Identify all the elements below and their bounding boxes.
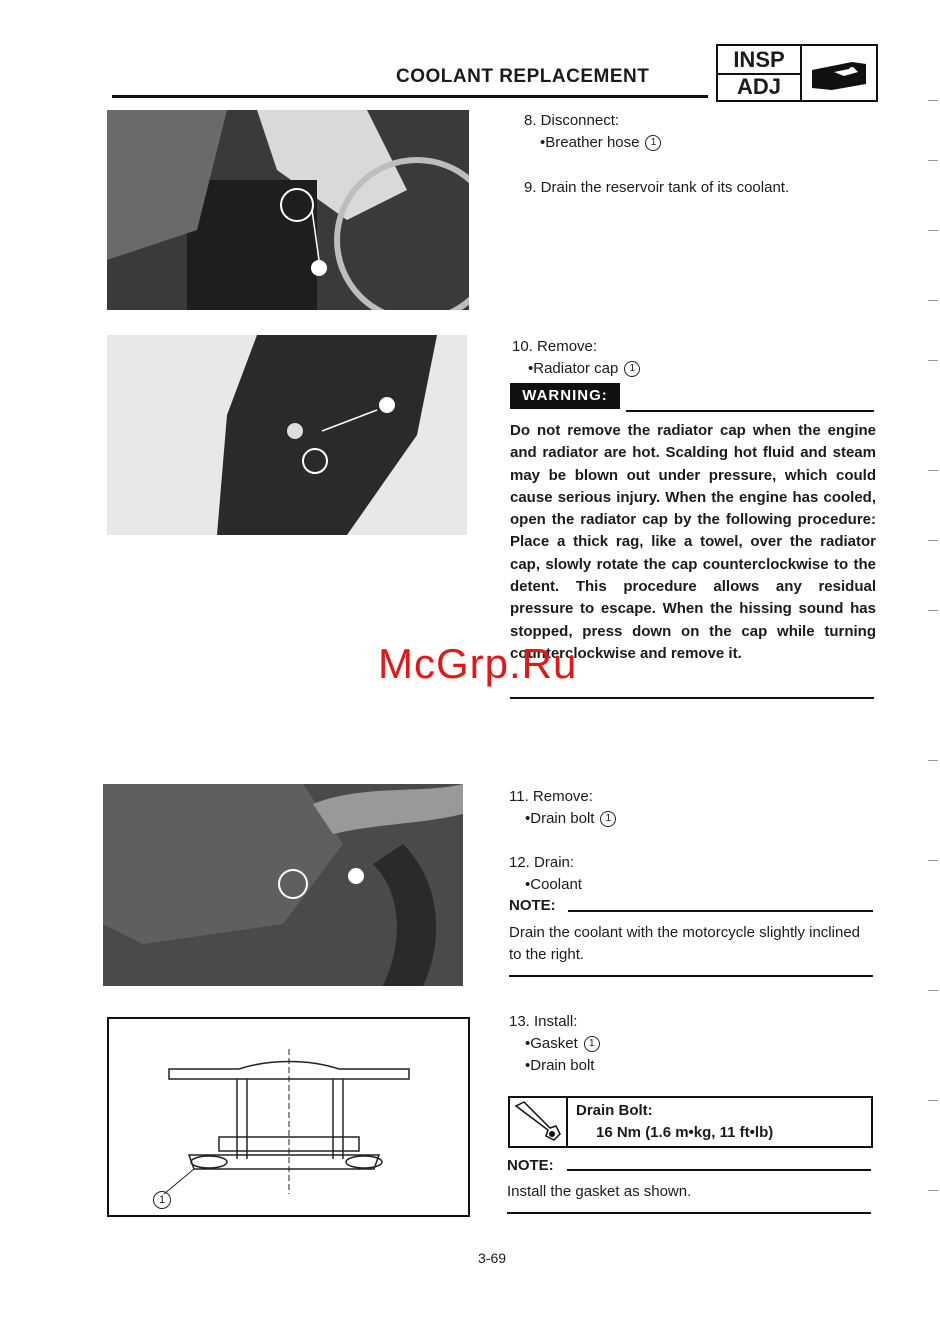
edge-tick [928, 230, 938, 231]
torque-wrench-icon [510, 1098, 568, 1146]
step-8-item-text: •Breather hose [540, 134, 640, 151]
edge-tick [928, 360, 938, 361]
step-11-item-text: •Drain bolt [525, 810, 595, 827]
step-11-item [509, 808, 616, 830]
step-10-item-text: •Radiator cap [528, 360, 619, 377]
photo-breather-hose [107, 110, 469, 310]
step-8-item [524, 132, 661, 154]
torque-spec-box [508, 1096, 873, 1148]
edge-tick [928, 540, 938, 541]
spec-value: 16 Nm (1.6 m•kg, 11 ft•lb) [596, 1124, 774, 1141]
step-9 [524, 177, 789, 199]
edge-tick [928, 1190, 938, 1191]
step-8 [524, 110, 661, 154]
section-badge [716, 44, 878, 102]
step-12 [509, 852, 582, 896]
edge-tick [928, 100, 938, 101]
badge-insp: INSP [718, 46, 802, 75]
edge-tick [928, 1100, 938, 1101]
wrench-tool-icon [804, 50, 874, 98]
step-13 [509, 1011, 600, 1077]
step-11 [509, 786, 616, 830]
photo-drain-bolt [103, 784, 463, 986]
note-1-rule [568, 910, 873, 912]
step-10-ref: 1 [624, 361, 640, 377]
edge-tick [928, 160, 938, 161]
step-10-label: 10. Remove: [512, 338, 598, 355]
step-13-ref: 1 [584, 1036, 600, 1052]
step-13-item-2: •Drain bolt [525, 1057, 595, 1074]
watermark: McGrp.Ru [378, 640, 578, 687]
page-number: 3-69 [478, 1250, 507, 1266]
badge-adj: ADJ [718, 73, 802, 100]
step-12-item: •Coolant [525, 876, 582, 893]
step-10-item [512, 358, 640, 380]
note-2-label: NOTE: [507, 1157, 554, 1174]
step-13-label: 13. Install: [509, 1013, 578, 1030]
page-title: COOLANT REPLACEMENT [396, 66, 650, 87]
photo-drain-bolt-art [103, 784, 463, 986]
note-2-text: Install the gasket as shown. [507, 1183, 692, 1200]
edge-tick [928, 990, 938, 991]
photo-breather-hose-art [107, 110, 469, 310]
warning-label: WARNING: [510, 383, 620, 409]
photo-radiator-cap-art [107, 335, 467, 535]
edge-tick [928, 470, 938, 471]
warning-bottom-rule [510, 697, 874, 699]
step-11-label: 11. Remove: [509, 788, 593, 805]
step-9-label: 9. Drain the reservoir tank of its coolant. [524, 179, 790, 196]
step-13-item-1-text: •Gasket [525, 1035, 578, 1052]
note-2-bottom-rule [507, 1212, 871, 1214]
spec-title: Drain Bolt: [576, 1102, 653, 1119]
note-2-rule [567, 1169, 871, 1171]
edge-tick [928, 860, 938, 861]
header-rule [112, 95, 708, 98]
diagram-callout: 1 [153, 1191, 171, 1209]
step-12-label: 12. Drain: [509, 854, 575, 871]
edge-tick [928, 300, 938, 301]
step-10 [512, 336, 640, 380]
photo-radiator-cap [107, 335, 467, 535]
step-8-ref: 1 [645, 135, 661, 151]
gasket-diagram [107, 1017, 470, 1217]
step-8-label: 8. Disconnect: [524, 112, 620, 129]
edge-tick [928, 610, 938, 611]
gasket-diagram-art [109, 1019, 468, 1215]
warning-text: Do not remove the radiator cap when the engine and radiator are hot. Scalding hot fluid and steam may be blown out under pressure, which could cause serious injury. When the engine has cooled, open the radiator cap by the following procedure: Place a thick rag, like a towel, over the radiator cap, slowly rotate the cap counterclockwise to the detent. This procedure allows any residual pressure to escape. When the hissing sound has stopped, press down on the cap while turning counterclockwise and remove it. [510, 422, 876, 662]
note-1-bottom-rule [509, 975, 873, 977]
edge-tick [928, 760, 938, 761]
note-1-label: NOTE: [509, 897, 556, 914]
step-13-item-1 [509, 1033, 600, 1055]
note-1-text: Drain the coolant with the motorcycle slightly inclined to the right. [509, 924, 860, 963]
warning-rule [626, 410, 874, 412]
step-11-ref: 1 [600, 811, 616, 827]
